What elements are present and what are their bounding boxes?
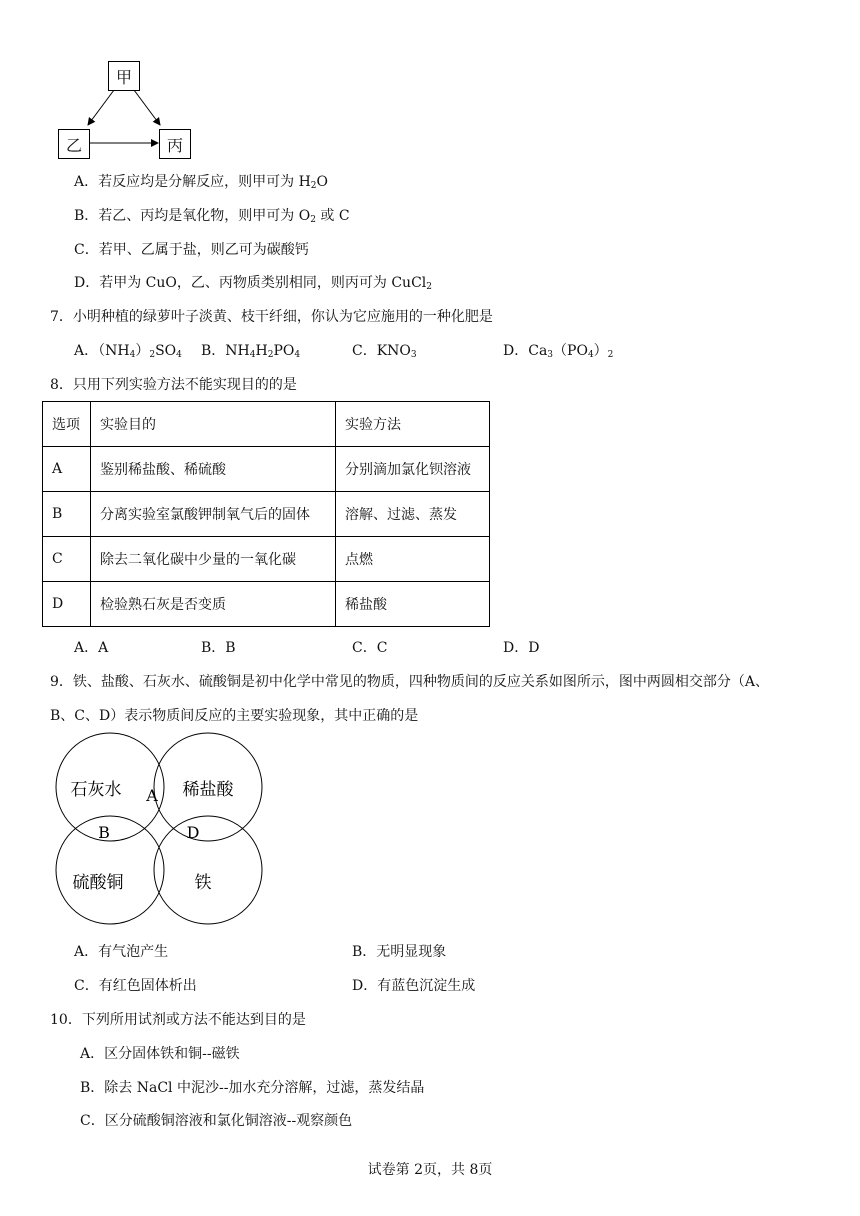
venn-label-limewater: 石灰水 xyxy=(70,780,122,800)
q8-option-d: D．D xyxy=(503,640,540,656)
q9-stem-line1: 9．铁、盐酸、石灰水、硫酸铜是初中化学中常见的物质，四种物质间的反应关系如图所示，图中两圆相交部分（A、 xyxy=(50,674,770,690)
table-row xyxy=(43,582,490,627)
q10-option-b: B．除去 NaCl 中泥沙--加水充分溶解，过滤，蒸发结晶 xyxy=(80,1080,425,1096)
venn-region-a: A xyxy=(146,786,158,805)
table-header-cell: 选项 xyxy=(43,402,91,447)
q8-option-a: A．A xyxy=(74,640,109,656)
q7-option-d: D．$Ca_3(PO_4)_2$ xyxy=(503,343,614,360)
table-cell: B xyxy=(43,492,91,537)
table-row xyxy=(43,447,490,492)
table-cell: 除去二氧化碳中少量的一氧化碳 xyxy=(91,537,336,582)
q7-stem: 7．小明种植的绿萝叶子淡黄、枝干纤细，你认为它应施用的一种化肥是 xyxy=(50,309,493,325)
page-footer: 试卷第 2页，共 8页 xyxy=(367,1162,493,1178)
venn-label-iron: 铁 xyxy=(194,873,212,893)
table-header-cell: 实验目的 xyxy=(91,402,336,447)
node-jia: 甲 xyxy=(108,61,140,91)
q9-option-a: A．有气泡产生 xyxy=(74,944,169,960)
table-cell: A xyxy=(43,447,91,492)
q6-option-c: C．若甲、乙属于盐，则乙可为碳酸钙 xyxy=(74,242,309,258)
q10-option-a: A．区分固体铁和铜--磁铁 xyxy=(80,1046,240,1062)
table-cell: C xyxy=(43,537,91,582)
q7-option-c: C．$KNO_3$ xyxy=(352,343,417,360)
node-yi: 乙 xyxy=(58,129,90,159)
q8-stem: 8．只用下列实验方法不能实现目的的是 xyxy=(50,377,297,393)
q9-option-d: D．有蓝色沉淀生成 xyxy=(352,978,476,994)
q10-option-c: C．区分硫酸铜溶液和氯化铜溶液--观察颜色 xyxy=(80,1113,353,1129)
venn-diagram xyxy=(40,730,270,930)
table-cell: 分别滴加氯化钡溶液 xyxy=(336,447,490,492)
table-cell: 溶解、过滤、蒸发 xyxy=(336,492,490,537)
experiment-table xyxy=(42,401,490,627)
q9-option-b: B．无明显现象 xyxy=(352,944,447,960)
q7-option-a: A．$(NH_4)_2SO_4$ xyxy=(74,343,182,360)
q9-option-c: C．有红色固体析出 xyxy=(74,978,197,994)
q8-option-c: C．C xyxy=(352,640,388,656)
table-cell: 分离实验室氯酸钾制氧气后的固体 xyxy=(91,492,336,537)
table-row xyxy=(43,492,490,537)
venn-region-d: D xyxy=(186,823,200,842)
table-header-cell: 实验方法 xyxy=(336,402,490,447)
table-row xyxy=(43,537,490,582)
q10-stem: 10．下列所用试剂或方法不能达到目的是 xyxy=(50,1012,306,1028)
q7-option-b: B．$NH_4H_2PO_4$ xyxy=(201,343,301,360)
node-bing: 丙 xyxy=(159,129,191,159)
q6-option-d: D．若甲为 CuO，乙、丙物质类别相同，则丙可为 CuCl$_2$ xyxy=(74,275,432,292)
table-cell: 稀盐酸 xyxy=(336,582,490,627)
q8-option-b: B．B xyxy=(201,640,236,656)
table-cell: 鉴别稀盐酸、稀硫酸 xyxy=(91,447,336,492)
venn-circle-iron xyxy=(154,816,262,924)
q9-stem-line2: B、C、D）表示物质间反应的主要实验现象，其中正确的是 xyxy=(50,708,419,724)
venn-label-cuso4: 硫酸铜 xyxy=(72,873,124,893)
venn-circle-cuso4 xyxy=(56,816,164,924)
table-cell: 点燃 xyxy=(336,537,490,582)
table-cell: 检验熟石灰是否变质 xyxy=(91,582,336,627)
venn-region-b: B xyxy=(98,823,110,842)
table-header-row xyxy=(43,402,490,447)
q6-option-a: A．若反应均是分解反应，则甲可为 $H_2O$ xyxy=(74,174,329,191)
table-cell: D xyxy=(43,582,91,627)
venn-label-hcl: 稀盐酸 xyxy=(182,780,234,800)
q6-option-b: B．若乙、丙均是氧化物，则甲可为 $O_2$ 或 C xyxy=(74,208,350,225)
